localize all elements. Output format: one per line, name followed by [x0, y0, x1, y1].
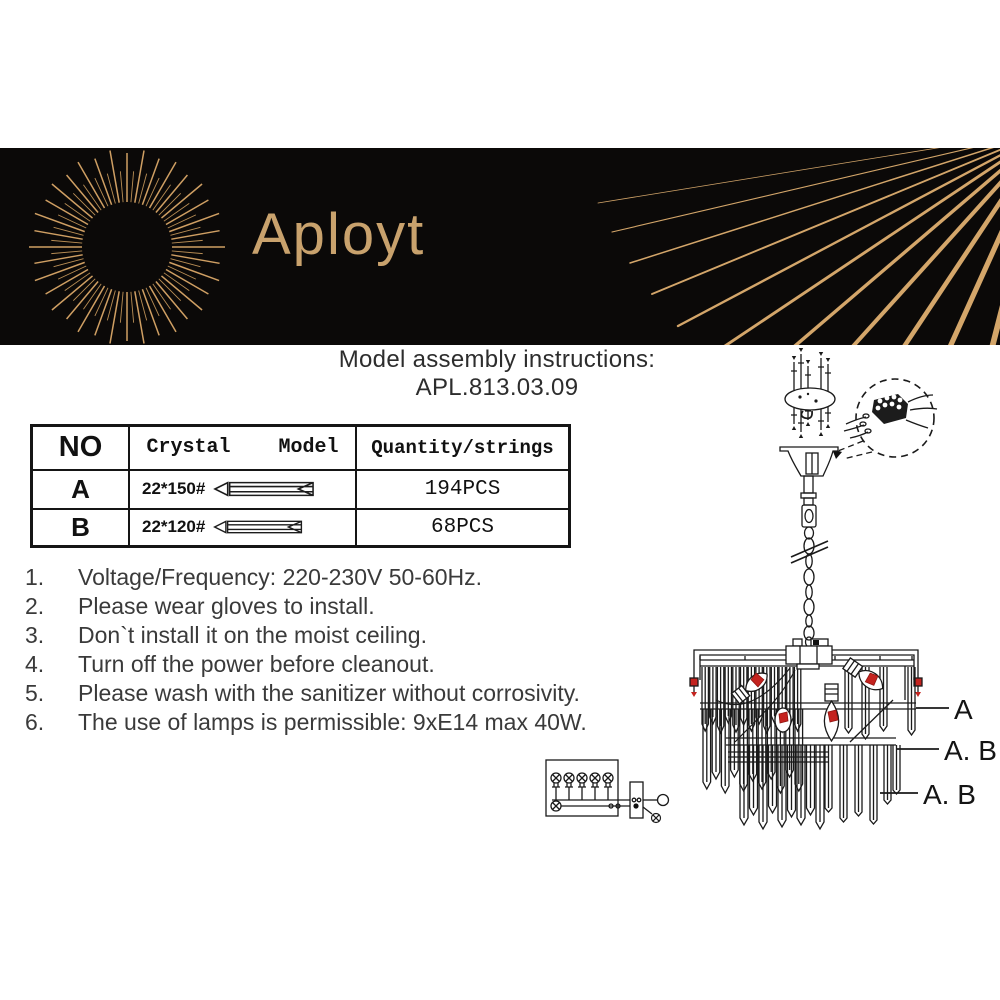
row-b-quantity: 68PCS [356, 509, 570, 547]
header-no: NO [32, 426, 130, 470]
table-row-b [32, 509, 570, 547]
header-crystal-model: Crystal Model [129, 426, 356, 470]
ring-b [726, 738, 896, 745]
chandelier-hub [786, 639, 832, 669]
tier-labels [880, 694, 997, 810]
sunburst-icon [29, 150, 225, 343]
loop-symbol [658, 795, 669, 806]
crystal-prism-icon [212, 479, 316, 499]
spec-table-header-row [32, 426, 570, 470]
brand-name: Aployt [252, 202, 426, 267]
wiring-diagram [546, 760, 669, 823]
wire-connector-callout [832, 379, 937, 459]
row-b-model [129, 509, 356, 547]
item-number: 3. [25, 622, 45, 648]
item-number: 5. [25, 680, 45, 706]
title-line-1: Model assembly instructions: [338, 346, 656, 373]
candle-bulb [824, 684, 838, 741]
banner-art [0, 148, 1000, 345]
item-text: Turn off the power before cleanout. [78, 651, 435, 677]
row-a-size: 22*150# [142, 479, 206, 498]
hanging-rod [801, 476, 816, 527]
row-b-size: 22*120# [142, 517, 206, 537]
crystal-tier-3-right [825, 745, 900, 824]
item-text: Don`t install it on the moist ceiling. [78, 622, 427, 648]
chandelier-assembly-diagram [530, 348, 1000, 840]
corner-rays-decoration [598, 148, 1000, 345]
suspension-chain [791, 527, 828, 647]
candle-bulb [775, 708, 791, 732]
tier-label-ab: A. B [944, 735, 997, 766]
row-a-no: A [32, 470, 130, 509]
title-line-2: APL.813.03.09 [415, 374, 579, 401]
item-text: Voltage/Frequency: 220-230V 50-60Hz. [78, 564, 483, 590]
item-number: 1. [25, 564, 45, 590]
spec-table [30, 424, 571, 548]
ceiling-canopy [780, 447, 838, 476]
row-a-model [129, 470, 356, 509]
crystal-prism-icon [212, 517, 304, 537]
tier-label-ab: A. B [923, 779, 976, 810]
item-text: Please wash with the sanitizer without corrosivity. [78, 680, 580, 706]
brand-banner [0, 148, 1000, 345]
table-row-a [32, 470, 570, 509]
chain-shorten-mark [791, 541, 828, 563]
item-text: The use of lamps is permissible: 9xE14 max 40W. [78, 709, 587, 735]
row-b-no: B [32, 509, 130, 547]
item-number: 4. [25, 651, 45, 677]
item-number: 2. [25, 593, 45, 619]
header-quantity: Quantity/strings [356, 426, 570, 470]
mount-hook [801, 411, 812, 418]
item-number: 6. [25, 709, 45, 735]
item-text: Please wear gloves to install. [78, 593, 375, 619]
tier-label-a: A [954, 694, 973, 725]
row-a-quantity: 194PCS [356, 470, 570, 509]
